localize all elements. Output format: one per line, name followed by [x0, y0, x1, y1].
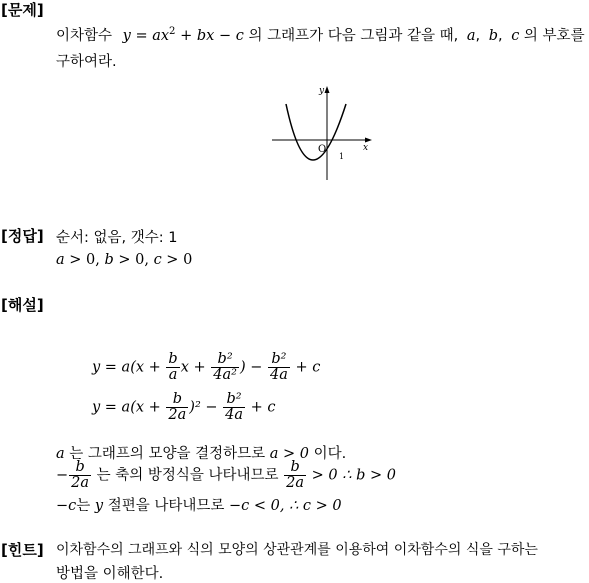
- explanation-line-4: − $\frac{b}{2a}$ 는 축의 방정식을 나타내므로 $\frac{b}{2a}$ > 0 ∴ b > 0: [56, 459, 396, 492]
- explanation-equation-2: y = a(x + $\frac{b}{2a}$ )² − $\frac{\text{b²}}{4a}$ + c: [92, 391, 276, 424]
- x-axis-label: x: [363, 143, 369, 153]
- parabola-graph: [268, 82, 378, 182]
- explanation-line-3: a 는 그래프의 모양을 결정하므로 a > 0 이다.: [56, 446, 347, 462]
- tick-one-label: 1: [339, 152, 345, 161]
- y-axis-arrow: [325, 86, 330, 93]
- y-axis-label: y: [319, 86, 325, 96]
- x-axis-arrow: [365, 138, 372, 143]
- answer-tag: [정답]: [1, 227, 44, 245]
- problem-tag: [문제]: [1, 1, 44, 19]
- origin-label: O: [318, 144, 327, 155]
- explanation-line-5: −c는 y 절편을 나타내므로 −c < 0, ∴ c > 0: [56, 498, 342, 514]
- explanation-tag: [해설]: [1, 296, 44, 314]
- hint-line-2: 방법을 이해한다.: [56, 566, 164, 582]
- answer-line-2: a > 0, b > 0, c > 0: [56, 252, 193, 268]
- problem-line-1: 이차함수 $y = ax^2$ + bx − c 의 그래프가 다음 그림과 같을 때, a, b, c 의 부호를: [56, 26, 585, 44]
- explanation-equation-1: y = a(x + $\frac{b}{a}$ x + $\frac{\text{b²}}{\text{4a²}}$ ) − $\frac{\text{b²}}{4a}$ + c: [92, 351, 321, 384]
- problem-line-2: 구하여라.: [56, 54, 117, 70]
- parabola-curve: [286, 104, 346, 160]
- answer-line-1: 순서: 없음, 갯수: 1: [56, 230, 178, 246]
- hint-tag: [힌트]: [1, 541, 44, 559]
- hint-line-1: 이차함수의 그래프와 식의 모양의 상관관계를 이용하여 이차함수의 식을 구하는: [56, 542, 538, 558]
- problem-prefix: 이차함수: [56, 28, 113, 44]
